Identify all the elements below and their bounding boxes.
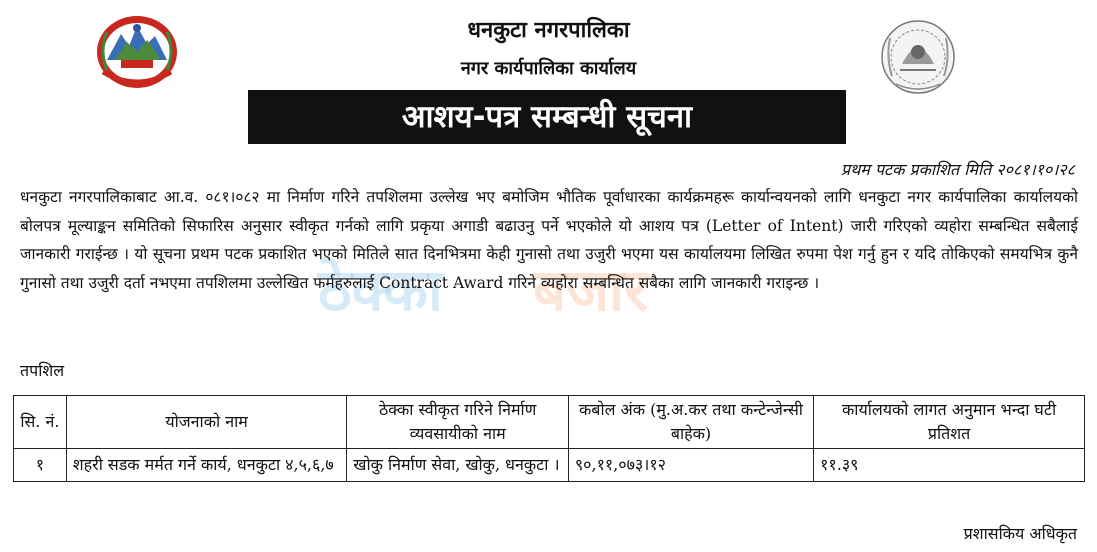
watermark-text-b: बजार <box>533 256 648 324</box>
notice-body-paragraph: धनकुटा नगरपालिकाबाट आ.व. ०८१।०८२ मा निर्माण गरिने तपशिलमा उल्लेख भए बमोजिम भौतिक पूर्वाधारका कार्यक्रमहरू कार्यान्वयनको लागि धनकुटा नगर कार्यपालिका कार्यालयको बोलपत्र मूल्याङ्कन समितिको सिफारिस अनुसार स्वीकृत गर्नको लागि प्रकृया अगाडी बढाउनु पर्ने भएकोले यो आशय पत्र (Letter of Intent) जारी गरिएको व्यहोरा सम्बन्धित सबैलाई जानकारी गराईन्छ । यो सूचना प्रथम पटक प्रकाशित भएको मितिले सात दिनभित्रमा केही गुनासो तथा उजुरी भएमा यस कार्यालयमा लिखित रुपमा पेश गर्नु हुन र यदि तोकिएको समयभित्र कुनै गुनासो तथा उजुरी दर्ता नभएमा तपशिलमा उल्लेखित फर्महरुलाई Contract Award गरिने व्यहोरा सम्बन्धित सबैका लागि जानकारी गराइन्छ । <box>20 188 1078 292</box>
signatory-title: प्रशासकिय अधिकृत <box>963 524 1077 543</box>
cell-bid-amount: ९०,११,०७३।१२ <box>568 449 813 482</box>
col-header-sn: सि. नं. <box>14 396 67 449</box>
col-header-project: योजनाको नाम <box>66 396 347 449</box>
cell-sn: १ <box>14 449 67 482</box>
watermark-text-a: ठेक्का <box>318 256 443 324</box>
office-name: नगर कार्यपालिका कार्यालय <box>460 58 637 79</box>
details-table <box>13 395 1085 482</box>
table-header-row <box>14 396 1085 449</box>
municipality-seal-icon <box>878 18 958 96</box>
cell-below-percent: ११.३९ <box>814 449 1085 482</box>
table-row <box>14 449 1085 482</box>
publication-date: प्रथम पटक प्रकाशित मिति २०८१।१०।२८ <box>840 160 1075 179</box>
cell-contractor: खोकु निर्माण सेवा, खोकु, धनकुटा । <box>347 449 568 482</box>
col-header-bid-amount: कबोल अंक (मु.अ.कर तथा कन्टेन्जेन्सी बाहेक) <box>568 396 813 449</box>
organization-name: धनकुटा नगरपालिका <box>467 18 630 43</box>
col-header-contractor: ठेक्का स्वीकृत गरिने निर्माण व्यवसायीको नाम <box>347 396 568 449</box>
notice-title-banner: आशय-पत्र सम्बन्धी सूचना <box>248 90 846 144</box>
cell-project: शहरी सडक मर्मत गर्ने कार्य, धनकुटा ४,५,६,७ <box>66 449 347 482</box>
details-label: तपशिल <box>20 361 65 380</box>
col-header-below-percent: कार्यालयको लागत अनुमान भन्दा घटी प्रतिशत <box>814 396 1085 449</box>
